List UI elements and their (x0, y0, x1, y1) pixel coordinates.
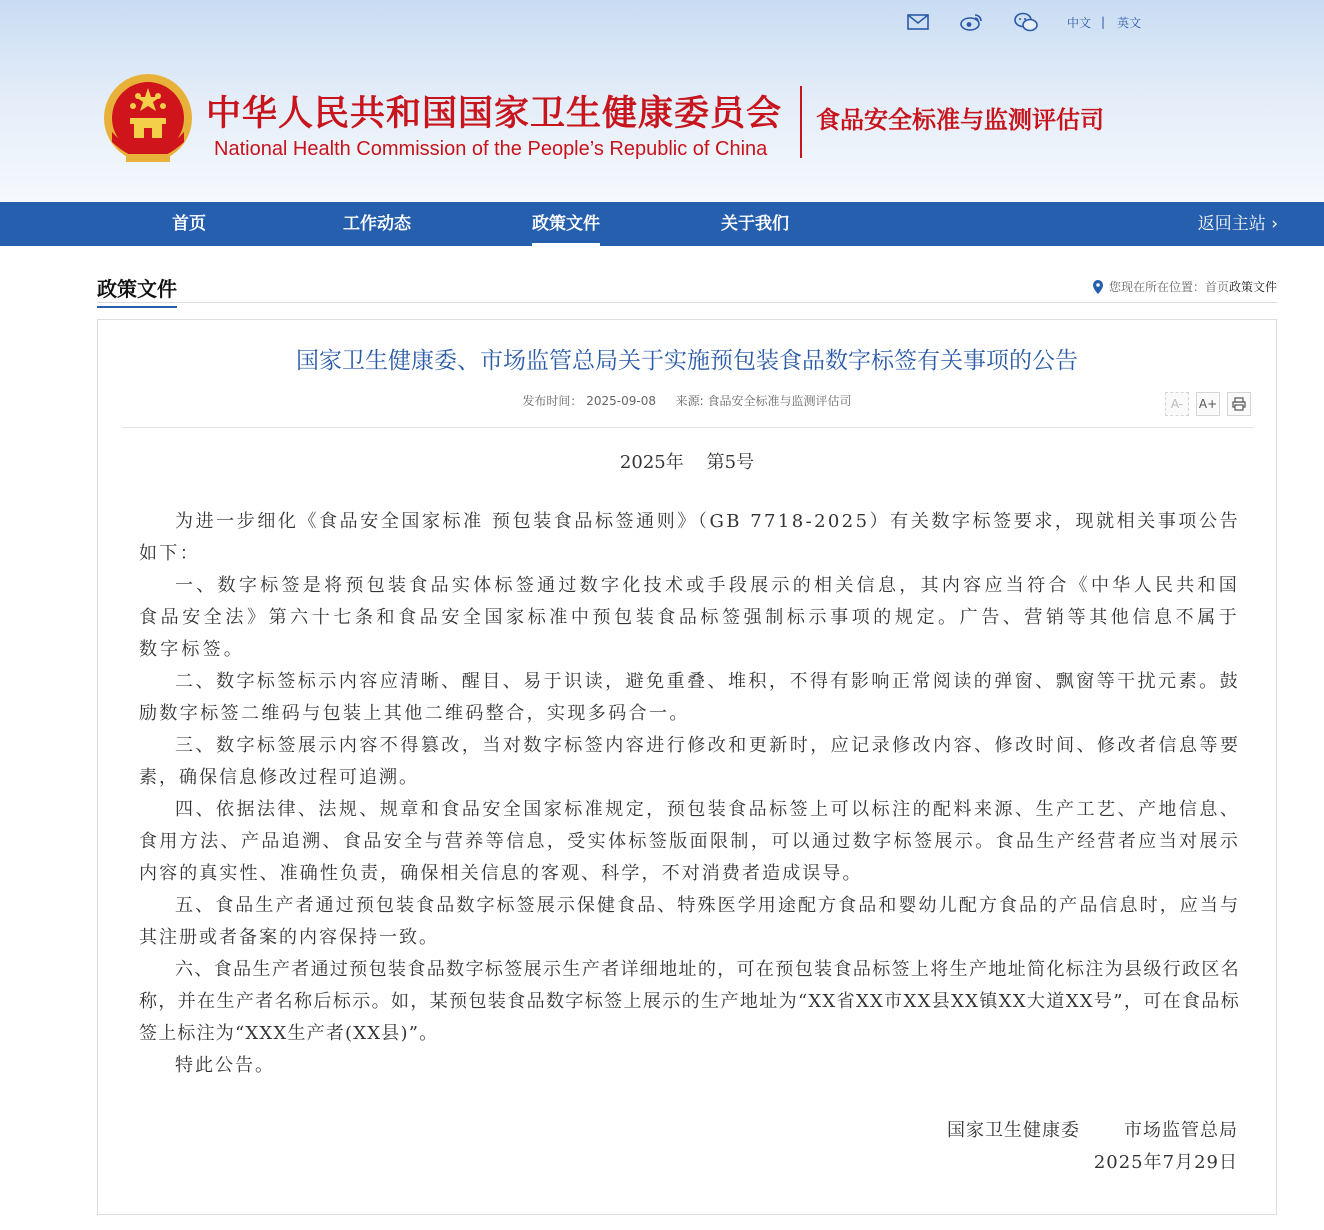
paragraph-item-1: 一、数字标签是将预包装食品实体标签通过数字化技术或手段展示的相关信息，其内容应当符合《中华人民共和国食品安全法》第六十七条和食品安全国家标准中预包装食品标签强制标示事项的规定。广告、营销等其他信息不属于数字标签。 (139, 575, 1240, 660)
paragraph-item-4: 四、依据法律、法规、规章和食品安全国家标准规定，预包装食品标签上可以标注的配料来源、生产工艺、产地信息、食用方法、产品追溯、食品安全与营养等信息，受实体标签版面限制，可以通过数字标签展示。食品生产经营者应当对展示内容的真实性、准确性负责，确保相关信息的客观、科学，不对消费者造成误导。 (139, 799, 1240, 884)
lang-en-link[interactable]: 英文 (1117, 15, 1142, 30)
paragraph-item-6: 六、食品生产者通过预包装食品数字标签展示生产者详细地址的，可在预包装食品标签上将生产地址简化标注为县级行政区名称，并在生产者名称后标示。如，某预包装食品数字标签上展示的生产地址为“XX省XX市XX县XX镇XX大道XX号”，可在食品标签上标注为“XXX生产者(XX县)”。 (139, 959, 1240, 1044)
article-divider (122, 427, 1254, 428)
print-icon (1232, 397, 1246, 411)
breadcrumb-home[interactable]: 首页 (1204, 280, 1229, 294)
signature-date: 2025年7月29日 (1093, 1152, 1238, 1173)
back-to-main-site-link[interactable]: 返回主站 › (1197, 214, 1278, 234)
nav-item-work-news[interactable]: 工作动态 (343, 214, 411, 234)
paragraph-item-5: 五、食品生产者通过预包装食品数字标签展示保健食品、特殊医学用途配方食品和婴幼儿配方食品的产品信息时，应当与其注册或者备案的内容保持一致。 (139, 895, 1240, 948)
publish-date-label: 发布时间： (522, 394, 583, 408)
article-tools (1158, 392, 1251, 416)
nav-item-home[interactable]: 首页 (172, 214, 206, 234)
source-value: 食品安全标准与监测评估司 (707, 394, 852, 408)
section-divider (97, 302, 1277, 303)
article-body (139, 506, 1240, 1082)
nav-item-policy-docs[interactable]: 政策文件 (532, 202, 600, 246)
source-label: 来源: (675, 394, 704, 408)
publish-date: 2025-09-08 (586, 394, 657, 408)
document-number: 2025年 第5号 (619, 452, 755, 473)
site-title-en: National Health Commission of the People’s Republic of China (214, 138, 768, 160)
wechat-icon[interactable] (1013, 11, 1039, 33)
paragraph-item-3: 三、数字标签展示内容不得篡改，当对数字标签内容进行修改和更新时，应记录修改内容、修改时间、修改者信息等要素，确保信息修改过程可追溯。 (139, 735, 1240, 788)
main-nav (0, 202, 1324, 246)
weibo-icon[interactable] (959, 11, 985, 33)
paragraph-intro: 为进一步细化《食品安全国家标准 预包装食品标签通则》（GB 7718-2025）有关数字标签要求，现就相关事项公告如下： (139, 511, 1240, 564)
site-header (0, 0, 1324, 202)
signature-block (903, 1115, 1238, 1179)
section-title: 政策文件 (97, 273, 177, 308)
article-title: 国家卫生健康委、市场监管总局关于实施预包装食品数字标签有关事项的公告 (296, 348, 1078, 374)
national-emblem-logo (100, 72, 196, 172)
breadcrumb-prefix: 您现在所在位置： (1108, 280, 1205, 294)
paragraph-closing: 特此公告。 (175, 1055, 275, 1076)
site-title-cn: 中华人民共和国国家卫生健康委员会 (206, 94, 783, 134)
article-meta (98, 392, 1276, 409)
department-name: 食品安全标准与监测评估司 (816, 106, 1104, 134)
nav-item-about-us[interactable]: 关于我们 (721, 214, 789, 234)
lang-separator: | (1101, 15, 1106, 29)
font-decrease-button[interactable]: A- (1165, 392, 1189, 416)
header-divider (800, 86, 802, 158)
top-links (905, 10, 1141, 34)
print-button[interactable] (1227, 392, 1251, 416)
location-pin-icon (1093, 280, 1103, 294)
signer-nhc: 国家卫生健康委 (947, 1120, 1080, 1141)
signer-samr: 市场监管总局 (1124, 1120, 1238, 1141)
breadcrumb (1093, 278, 1277, 295)
lang-cn-link[interactable]: 中文 (1067, 15, 1092, 30)
paragraph-item-2: 二、数字标签标示内容应清晰、醒目、易于识读，避免重叠、堆积，不得有影响正常阅读的弹窗、飘窗等干扰元素。鼓励数字标签二维码与包装上其他二维码整合，实现多码合一。 (139, 671, 1240, 724)
article-panel (97, 319, 1277, 1215)
mail-icon[interactable] (905, 11, 931, 33)
breadcrumb-current[interactable]: 政策文件 (1228, 280, 1277, 294)
font-increase-button[interactable]: A+ (1196, 392, 1220, 416)
